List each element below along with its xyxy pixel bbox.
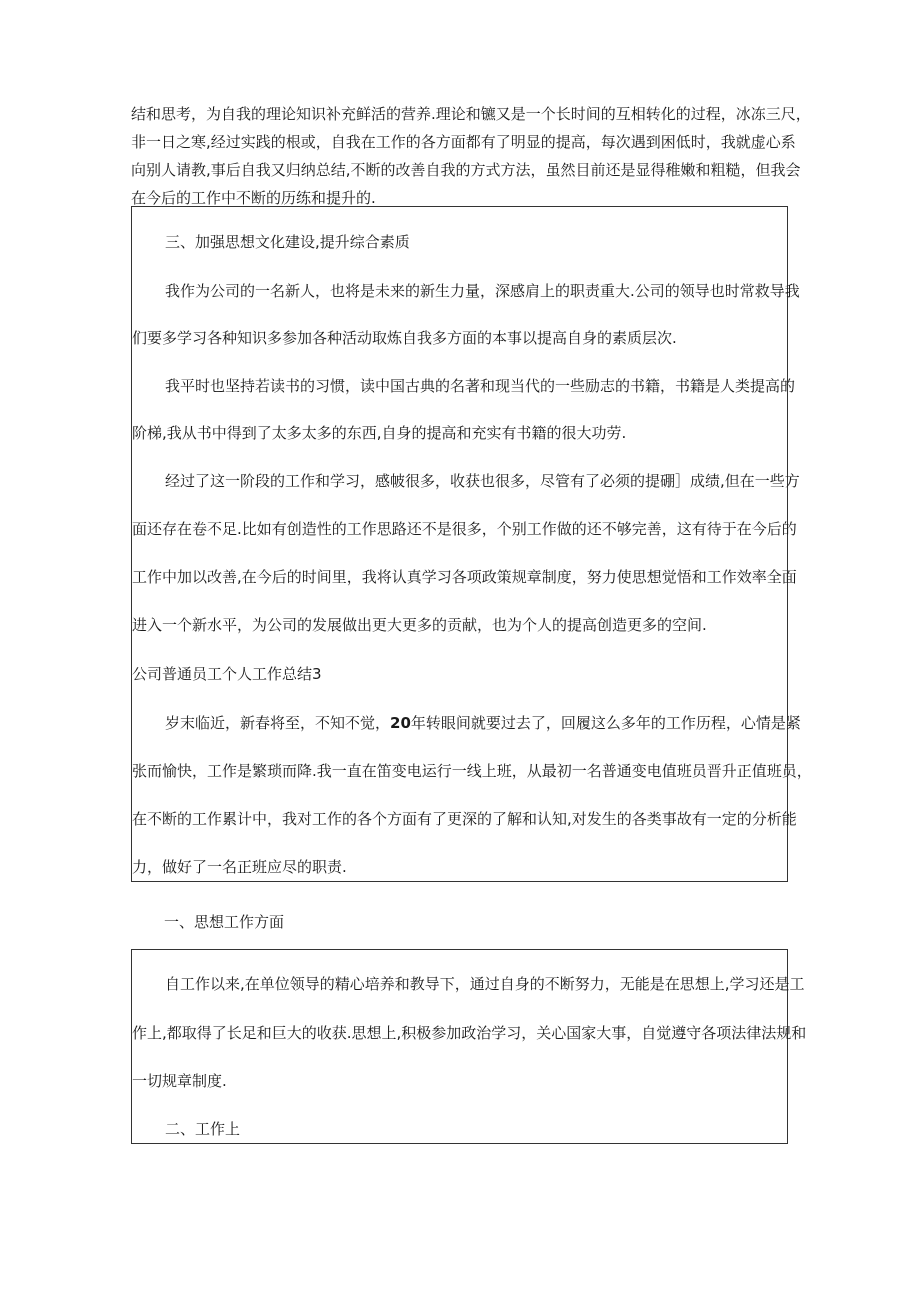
- paragraph-line: 经过了这一阶段的工作和学习，感帔很多，收获也很多，尽管有了必须的提硼］成绩,但在一些方: [165, 472, 800, 490]
- intro-line: 在今后的工作中不断的历练和提升的.: [131, 189, 376, 207]
- paragraph-line: 工作中加以改善,在今后的时间里，我将认真学习各项政策规章制度，努力使思想觉悟和工作效率全面: [132, 568, 797, 586]
- intro-line: 结和思考，为自我的理论知识补充鲜活的营养.理论和镳又是一个长时间的互相转化的过程，冰冻三尺，: [131, 105, 811, 123]
- paragraph-line: 作上,都取得了长足和巨大的收获.思想上,积极参加政治学习，关心国家大事，自觉遵守各项法律法规和: [132, 1024, 807, 1042]
- section-title: 公司普通员工个人工作总结3: [132, 665, 322, 683]
- intro-line: 向别人请教,事后自我又归纳总结,不断的改善自我的方式方法，虽然目前还是显得稚嫩和粗糙，但我会: [131, 161, 801, 179]
- text-span: 年转眼间就要过去了，回履这么多年的工作历程，心情是紧: [410, 714, 801, 732]
- paragraph-line: 我平时也坚持若读书的习惯，读中国古典的名著和现当代的一些励志的书籍，书籍是人类提高的: [165, 377, 796, 395]
- section-heading-3: 三、加强思想文化建设,提升综合素质: [165, 233, 410, 251]
- paragraph-line: 一切规章制度.: [132, 1072, 227, 1090]
- paragraph-line: 们要多学习各种知识多参加各种活动取炼自我多方面的本事以提高自身的素质层次.: [132, 329, 677, 347]
- paragraph-line: 张而愉快，工作是繁琐而降.我一直在笛变电运行一线上班，从最初一名普通变电值班员晋升正值班员，: [132, 762, 812, 780]
- section-heading-1: 一、思想工作方面: [164, 913, 285, 931]
- paragraph-line: [165, 713, 801, 733]
- paragraph-line: 力，做好了一名正班应尽的职责.: [132, 858, 347, 876]
- intro-line: 非一日之寒,经过实践的根或，自我在工作的各方面都有了明显的提高，每次遇到困低时，我就虚心系: [131, 133, 796, 151]
- intro-paragraph: [131, 100, 811, 212]
- paragraph-line: 自工作以来,在单位领导的精心培养和教导下，通过自身的不断努力，无能是在思想上,学习还是工: [165, 975, 805, 993]
- bordered-section-1: [131, 206, 812, 882]
- paragraph-line: 我作为公司的一名新人，也将是未来的新生力量，深感肩上的职责重大.公司的领导也时常救导我: [165, 282, 800, 300]
- paragraph-line: 面还存在卷不足.比如有创造性的工作思路还不是很多，个别工作做的还不够完善，这有待于在今后的: [132, 520, 797, 538]
- paragraph-line: 在不断的工作累计中，我对工作的各个方面有了更深的了解和认知,对发生的各类事故有一定的分析能: [132, 810, 797, 828]
- bordered-section-2: [131, 949, 807, 1144]
- section-heading-2: 二、工作上: [165, 1120, 241, 1138]
- paragraph-line: 阶梯,我从书中得到了太多太多的东西,自身的提高和充实有书籍的很大功劳.: [132, 424, 627, 442]
- year-number: 20: [390, 714, 411, 732]
- paragraph-line: 进入一个新水平，为公司的发展做出更大更多的贡献，也为个人的提高创造更多的空间.: [132, 616, 707, 634]
- text-span: 岁末临近，新春将至，不知不觉，: [165, 714, 391, 732]
